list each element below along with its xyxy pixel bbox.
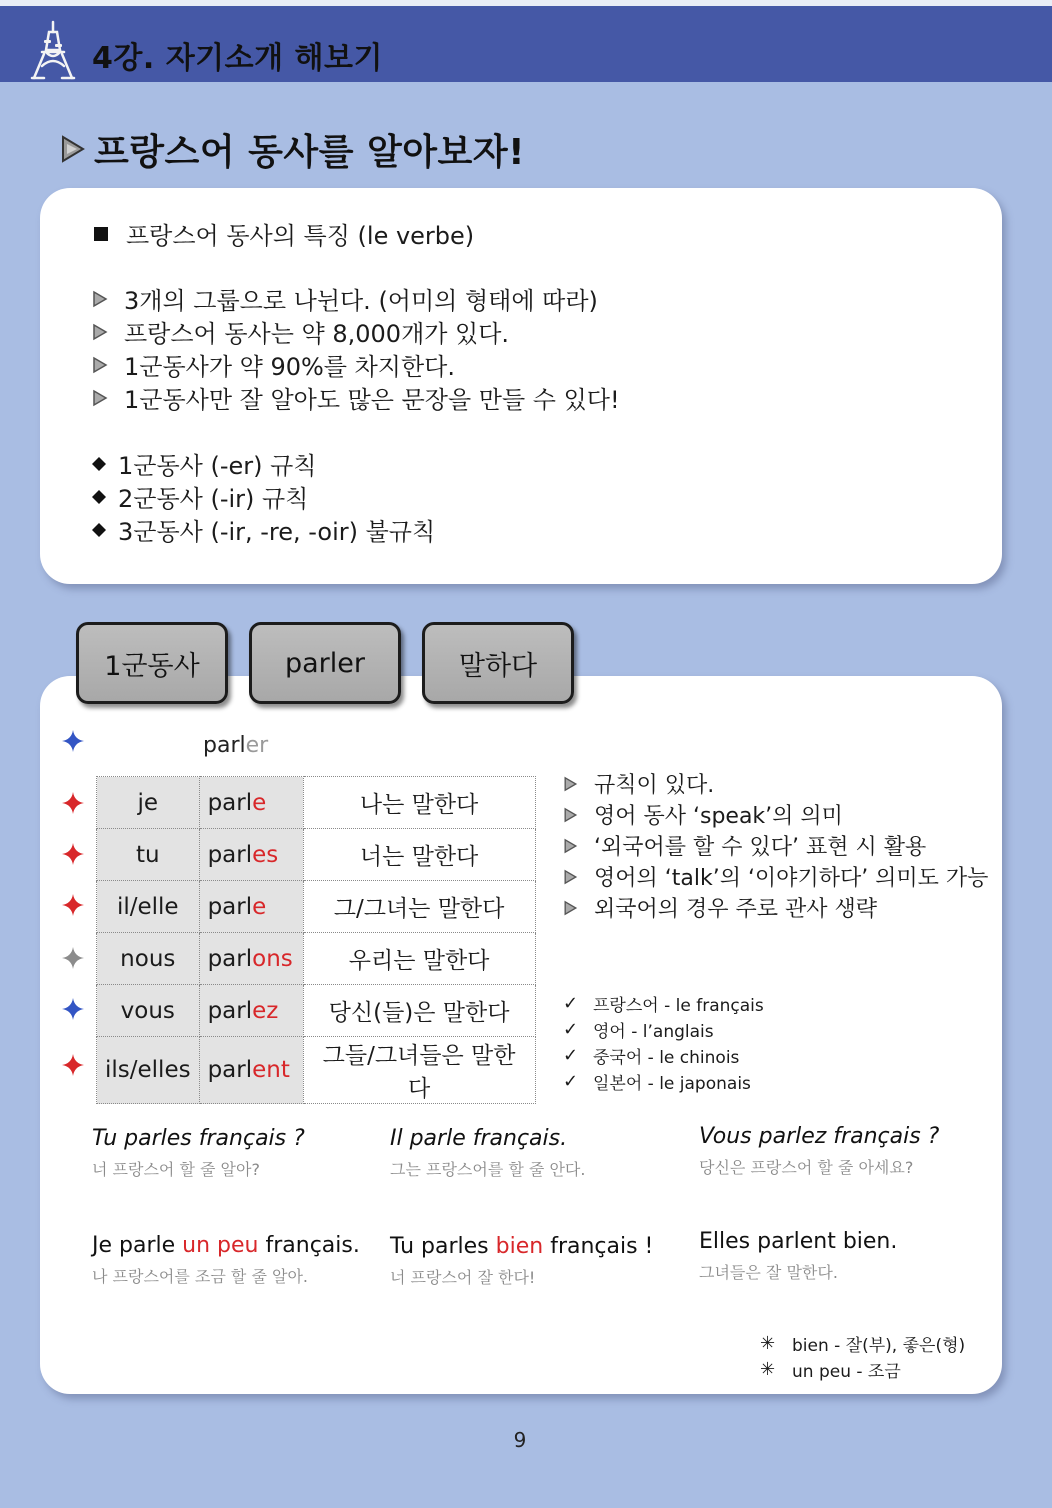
tab-group: 1군동사: [76, 622, 228, 704]
star-blue-icon: [62, 730, 84, 752]
feature-point: 1군동사만 잘 알아도 많은 문장을 만들 수 있다!: [92, 380, 620, 415]
list-item: ✳ un peu - 조금: [760, 1358, 901, 1382]
pronoun-cell: ils/elles: [97, 1037, 200, 1104]
triangle-bullet-icon: [92, 290, 108, 308]
list-item: ✓ 프랑스어 - le français: [563, 992, 764, 1016]
tab-meaning: 말하다: [422, 622, 574, 704]
triangle-bullet-icon: [563, 869, 578, 885]
diamond-bullet-icon: [92, 490, 106, 504]
feature-point: 프랑스어 동사는 약 8,000개가 있다.: [92, 314, 509, 349]
pronoun-cell: il/elle: [97, 881, 200, 933]
note-item: 영어의 ‘talk’의 ‘이야기하다’ 의미도 가능: [563, 861, 988, 892]
usage-notes: [563, 768, 988, 923]
star-red-icon: [62, 894, 84, 916]
lesson-title: 4강. 자기소개 해보기: [92, 41, 383, 76]
asterisk-icon: ✳: [760, 1358, 776, 1380]
triangle-bullet-icon: [92, 356, 108, 374]
triangle-bullet-icon: [563, 838, 578, 854]
star-gray-icon: [62, 947, 84, 969]
tab-verb: parler: [249, 622, 401, 704]
feature-point: 3개의 그룹으로 나뉜다. (어미의 형태에 따라): [92, 281, 598, 316]
meaning-cell: 너는 말한다: [303, 829, 535, 881]
star-red-icon: [62, 843, 84, 865]
example-1: Tu parles français ? 너 프랑스어 할 줄 알아?: [92, 1126, 305, 1179]
page-number: 9: [513, 1428, 527, 1452]
star-red-icon: [62, 792, 84, 814]
triangle-bullet-icon: [92, 323, 108, 341]
example-3: Vous parlez français ? 당신은 프랑스어 할 줄 아세요?: [699, 1124, 940, 1177]
table-row: [97, 1037, 536, 1104]
feature-point: 1군동사가 약 90%를 차지한다.: [92, 347, 455, 382]
diamond-bullet-icon: [92, 523, 106, 537]
meaning-cell: 그/그녀는 말한다: [303, 881, 535, 933]
list-item: ✓ 중국어 - le chinois: [563, 1044, 740, 1068]
table-row: [97, 829, 536, 881]
verb-features-card: [40, 188, 1002, 584]
pronoun-cell: nous: [97, 933, 200, 985]
verb-cell: parlent: [199, 1037, 303, 1104]
table-row: [97, 933, 536, 985]
asterisk-icon: ✳: [760, 1332, 776, 1354]
example-5: Tu parles bien français ! 너 프랑스어 잘 한다!: [390, 1234, 654, 1287]
triangle-bullet-icon: [563, 900, 578, 916]
verb-cell: parlez: [199, 985, 303, 1037]
triangle-bullet-icon: [563, 807, 578, 823]
meaning-cell: 그들/그녀들은 말한다: [303, 1037, 535, 1104]
verb-cell: parlons: [199, 933, 303, 985]
lesson-banner: [0, 6, 1052, 82]
table-row: [97, 777, 536, 829]
list-item: ✓ 영어 - l’anglais: [563, 1018, 714, 1042]
pronoun-cell: tu: [97, 829, 200, 881]
example-6: Elles parlent bien. 그녀들은 잘 말한다.: [699, 1229, 898, 1282]
checkmark-icon: ✓: [563, 992, 579, 1014]
list-item: ✓ 일본어 - le japonais: [563, 1070, 751, 1094]
star-red-icon: [62, 1054, 84, 1076]
verb-cell: parle: [199, 881, 303, 933]
checkmark-icon: ✓: [563, 1044, 579, 1066]
star-blue-icon: [62, 998, 84, 1020]
checkmark-icon: ✓: [563, 1070, 579, 1092]
eiffel-tower-icon: [30, 20, 76, 80]
note-item: 규칙이 있다.: [563, 768, 988, 799]
note-item: ‘외국어를 할 수 있다’ 표현 시 활용: [563, 830, 988, 861]
meaning-cell: 나는 말한다: [303, 777, 535, 829]
triangle-bullet-icon: [563, 776, 578, 792]
group-item: 1군동사 (-er) 규칙: [92, 446, 316, 481]
triangle-bullet-icon: [92, 389, 108, 407]
conjugation-table: [96, 776, 536, 1104]
square-bullet-icon: [94, 227, 108, 241]
note-item: 영어 동사 ‘speak’의 의미: [563, 799, 988, 830]
meaning-cell: 당신(들)은 말한다: [303, 985, 535, 1037]
list-item: ✳ bien - 잘(부), 좋은(형): [760, 1332, 966, 1356]
verb-cell: parles: [199, 829, 303, 881]
language-list: [563, 990, 764, 1094]
table-row: [97, 985, 536, 1037]
meaning-cell: 우리는 말한다: [303, 933, 535, 985]
section-title: 프랑스어 동사를 알아보자!: [60, 124, 525, 174]
note-item: 외국어의 경우 주로 관사 생략: [563, 892, 988, 923]
pronoun-cell: je: [97, 777, 200, 829]
verb-cell: parle: [199, 777, 303, 829]
example-2: Il parle français. 그는 프랑스어를 할 줄 안다.: [390, 1126, 586, 1179]
vocab-notes: [760, 1330, 965, 1382]
card-heading: 프랑스어 동사의 특징 (le verbe): [92, 216, 474, 251]
diamond-bullet-icon: [92, 457, 106, 471]
group-item: 2군동사 (-ir) 규칙: [92, 479, 308, 514]
infinitive: parler: [203, 733, 269, 758]
triangle-bullet-icon: [60, 134, 86, 164]
group-item: 3군동사 (-ir, -re, -oir) 불규칙: [92, 512, 435, 547]
table-row: [97, 881, 536, 933]
example-4: Je parle un peu français. 나 프랑스어를 조금 할 줄 알아.: [92, 1233, 360, 1286]
checkmark-icon: ✓: [563, 1018, 579, 1040]
pronoun-cell: vous: [97, 985, 200, 1037]
